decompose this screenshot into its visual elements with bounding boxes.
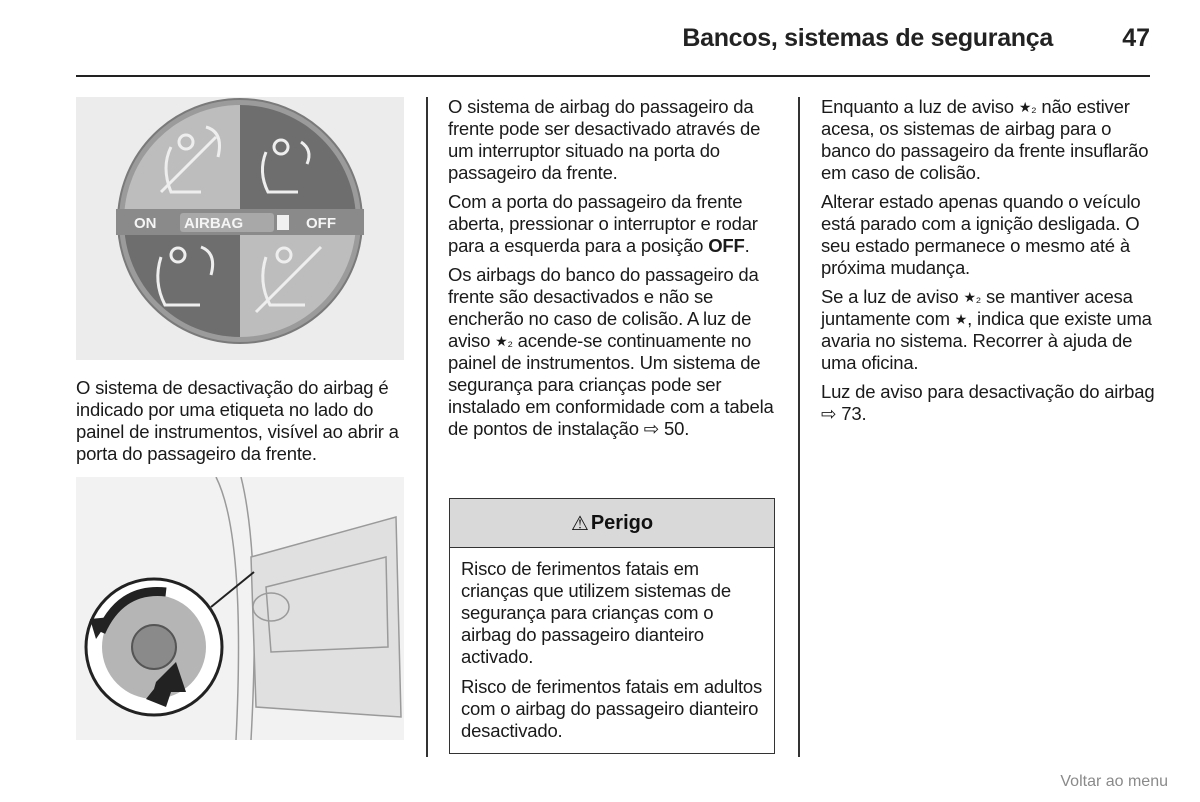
airbag-warning-icon: ★ bbox=[954, 311, 968, 327]
label-on: ON bbox=[134, 215, 157, 232]
passenger-airbag-off-icon: ★₂ bbox=[495, 333, 513, 349]
label-airbag: AIRBAG bbox=[184, 215, 244, 232]
paragraph: Se a luz de aviso ★₂ se mantiver acesa juntamente com ★, indica que existe uma avaria no sistema. Recorrer à ajuda de uma oficina. bbox=[821, 286, 1152, 373]
header-divider bbox=[76, 75, 1150, 77]
page-reference-icon: ⇨ bbox=[643, 418, 660, 439]
paragraph: Os airbags do banco do passageiro da frente são desactivados e não se encherão no caso de colisão. A luz de aviso ★₂ acende-se continuamente no painel de instrumentos. Um sistema de segurança para crianças pode ser instalado em conformidade com a tabela de pontos de instalação ⇨ 50. bbox=[448, 264, 774, 439]
warning-triangle-icon: ⚠ bbox=[570, 512, 589, 535]
danger-title: Perigo bbox=[590, 511, 654, 534]
door-switch-figure bbox=[76, 477, 404, 740]
paragraph: Com a porta do passageiro da frente aberta, pressionar o interruptor e rodar para a esquerda para a posição OFF. bbox=[448, 191, 758, 256]
back-to-menu-link[interactable]: Voltar ao menu bbox=[1060, 773, 1168, 790]
door-switch-illustration bbox=[76, 477, 404, 740]
page-reference-link[interactable]: 73. bbox=[841, 403, 867, 424]
danger-box bbox=[449, 498, 775, 754]
paragraph: Alterar estado apenas quando o veículo está parado com a ignição desligada. O seu estado permanece o mesmo até à próxima mudança. bbox=[821, 191, 1141, 278]
label-off: OFF bbox=[306, 215, 336, 232]
page-number: 47 bbox=[1122, 24, 1150, 52]
danger-body bbox=[450, 548, 774, 742]
danger-header bbox=[450, 499, 774, 548]
passenger-airbag-off-icon: ★₂ bbox=[963, 289, 982, 305]
column-divider bbox=[426, 97, 428, 757]
column-divider bbox=[798, 97, 800, 757]
page-reference-icon: ⇨ bbox=[821, 403, 837, 424]
page-title: Bancos, sistemas de segurança bbox=[682, 24, 1053, 52]
page-reference-link[interactable]: 50. bbox=[664, 418, 690, 439]
column-2 bbox=[448, 96, 783, 447]
paragraph: Enquanto a luz de aviso ★₂ não estiver acesa, os sistemas de airbag para o banco do passageiro da frente insuflarão em caso de colisão. bbox=[821, 96, 1149, 183]
danger-paragraph: Risco de ferimentos fatais em crianças que utilizem sistemas de segurança para crianças com o airbag do passageiro dianteiro activado. bbox=[461, 558, 731, 667]
airbag-label-illustration bbox=[76, 97, 404, 360]
paragraph: O sistema de airbag do passageiro da frente pode ser desactivado através de um interruptor situado na porta do passageiro da frente. bbox=[448, 96, 761, 183]
passenger-airbag-off-icon: ★₂ bbox=[1018, 99, 1037, 115]
figure-caption: O sistema de desactivação do airbag é indicado por uma etiqueta no lado do painel de instrumentos, visível ao abrir a porta do passageiro da frente. bbox=[76, 377, 399, 464]
danger-paragraph: Risco de ferimentos fatais em adultos com o airbag do passageiro dianteiro desactivado. bbox=[461, 676, 763, 741]
off-label: OFF bbox=[708, 235, 745, 256]
paragraph: Luz de aviso para desactivação do airbag ⇨ 73. bbox=[821, 381, 1155, 424]
column-3 bbox=[821, 96, 1156, 432]
airbag-label-figure bbox=[76, 97, 404, 360]
